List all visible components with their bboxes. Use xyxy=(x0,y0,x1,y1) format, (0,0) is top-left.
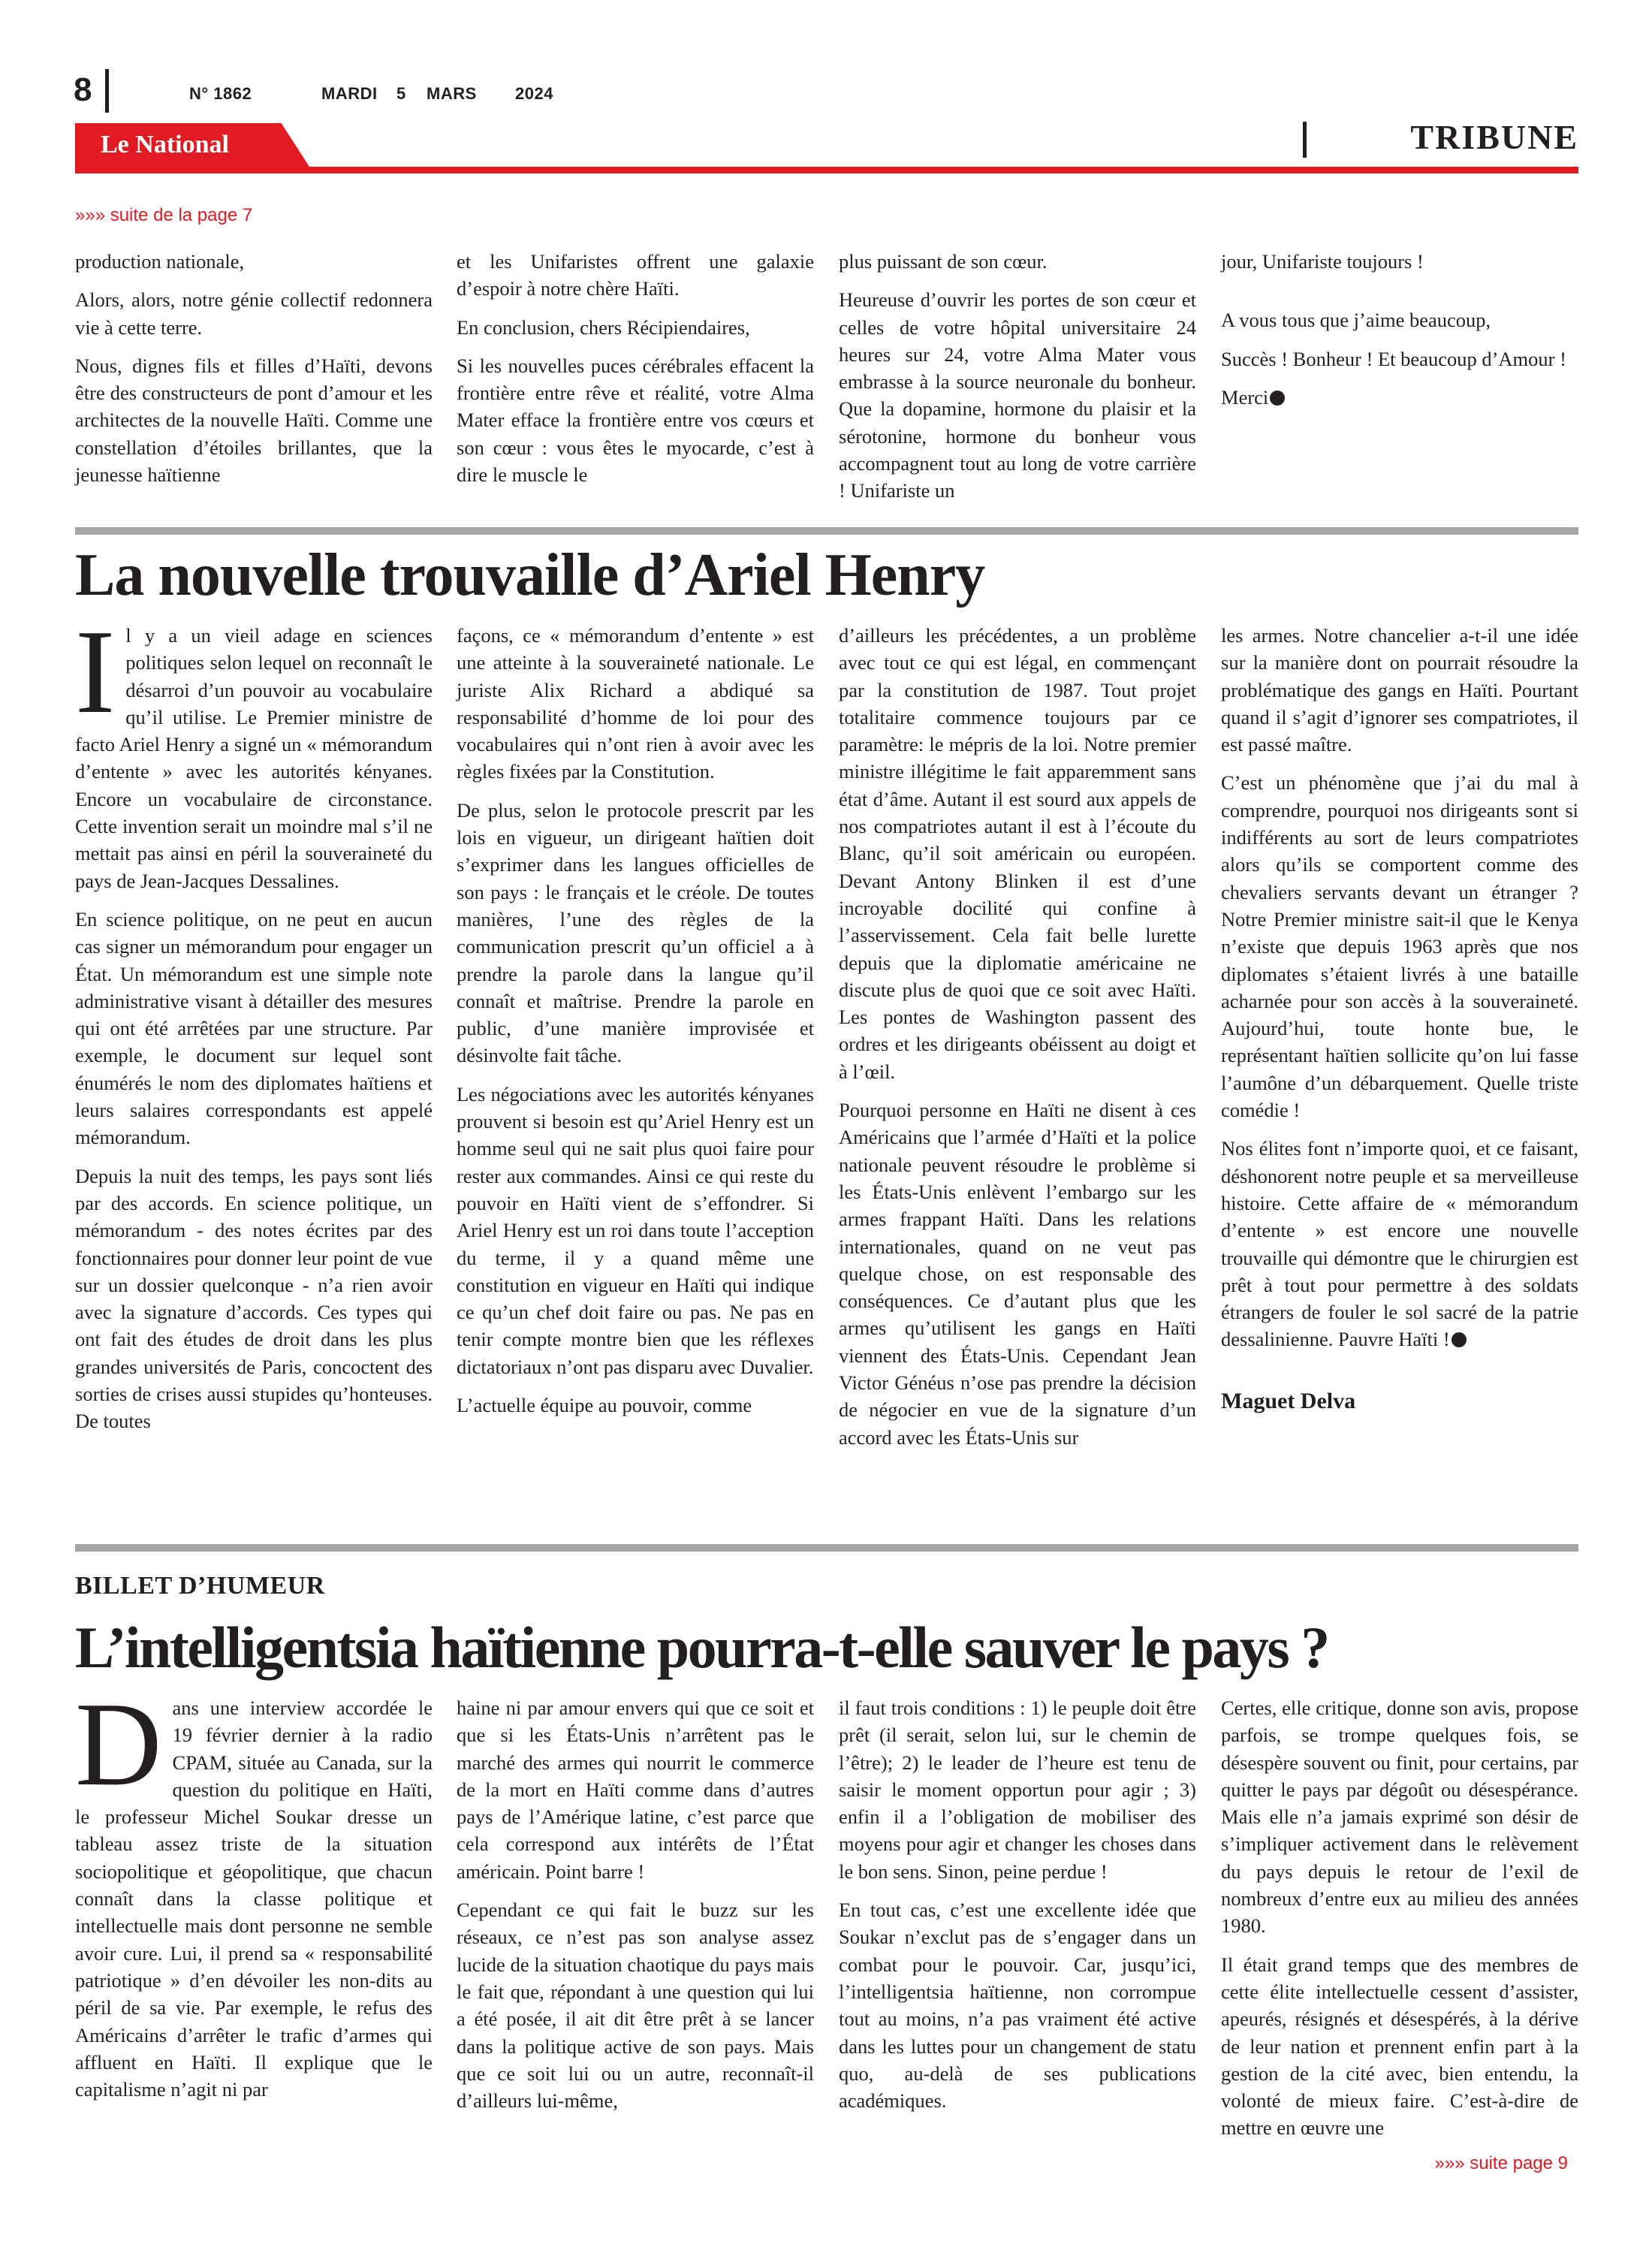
paragraph: Si les nouvelles puces cérébrales effacent la frontière entre rêve et réalité, votre Alma Mater efface la frontière entre vos cœurs et son cœur : vous êtes le myocarde, c’est à dire le muscle le xyxy=(457,354,814,487)
paragraph: Succès ! Bonheur ! Et beaucoup d’Amour ! xyxy=(1221,347,1566,370)
lead-text: ans une interview accordée le 19 février dernier à la radio CPAM, située au Canada, sur la question du politique en Haïti, le professeur Michel Soukar dresse un tableau assez triste de la situation sociopolitique et géopolitique, que chacun connaît dans la classe politique et intellectuelle mais dont personne ne semble avoir cure. Lui, il prend sa « responsabilité patriotique » d’en dévoiler les non-dits au péril de sa vie. Par exemple, le refus des Américains d’arrêter le trafic d’armes qui affluent en Haïti. Il explique que le capitalisme n’agit ni par xyxy=(75,1697,433,2101)
continued-from-label[interactable]: »»» suite de la page 7 xyxy=(75,205,253,225)
paragraph: et les Unifaristes offrent une galaxie d’espoir à notre chère Haïti. xyxy=(457,250,814,300)
paragraph: façons, ce « mémorandum d’entente » est une atteinte à la souveraineté nationale. Le juriste Alix Richard a abdiqué sa responsabilité d’homme de loi pour des vocabulaires qui n’ont rien à avoir avec les règles fixées par la Constitution. xyxy=(457,624,814,783)
page-number-divider xyxy=(105,69,109,113)
paragraph: En tout cas, c’est une excellente idée que Soukar n’exclut pas de s’engager dans un combat pour le pouvoir. Car, jusqu’ici, l’intelligentsia haïtienne, non corrompue tout au moins, n’a pas vraiment été active dans les luttes pour un changement de statu quo, au-delà de ses publications académiques. xyxy=(839,1899,1196,2113)
paragraph xyxy=(1221,1135,1578,1353)
section-separator xyxy=(75,527,1578,535)
paragraph: En science politique, on ne peut en aucun cas signer un mémorandum pour engager un État. Un mémorandum est une simple note administrative visant à détailler des mesures qui ont été arrêtées par une structure. Par exemple, le document sur lequel sont énumérés le nom des diplomates haïtiens et leurs salaires correspondants est appelé mémorandum. xyxy=(75,907,433,1149)
paragraph: Les négociations avec les autorités kényanes prouvent si besoin est qu’Ariel Henry est un homme seul qui ne sait plus quoi faire pour rester aux commandes. Ainsi ce qui reste du pouvoir en Haïti vient de s’effondrer. Si Ariel Henry est un roi dans toute l’acception du terme, il y a quand même une constitution en vigueur en Haïti qui indique ce qu’un chef doit faire ou pas. Ne pas en tenir compte montre bien que les réflexes dictatoriaux n’ont pas disparu avec Duvalier. xyxy=(457,1082,814,1378)
paragraph: C’est un phénomène que j’ai du mal à comprendre, pourquoi nos dirigeants sont si indifférents au sort de leurs compatriotes alors qu’ils se comportent comme des chevaliers servants devant un étranger ? Notre Premier ministre sait-il que le Kenya n’existe que depuis 1963 après que nos diplomates s’étaient livrés à une bataille acharnée pour son accès à la souveraineté. Aujourd’hui, toute honte bue, le représentant haïtien sollicite qu’on lui fasse l’aumône d’un débarquement. Quelle triste comédie ! xyxy=(1221,771,1578,1122)
closing-word: Merci xyxy=(1221,385,1269,409)
end-of-article-icon xyxy=(1452,1332,1467,1347)
paragraph: jour, Unifariste toujours ! xyxy=(1221,250,1424,273)
paragraph: d’ailleurs les précédentes, a un problème avec tout ce qui est légal, en commençant par la constitution de 1987. Tout projet totalitaire commence toujours par ce paramètre: le mépris de la loi. Notre premier ministre illégitime le fait apparemment sans état d’âme. Autant il est sourd aux appels de nos compatriotes autant il est à l’écoute du Blanc, qu’il soit américain ou européen. Devant Antony Blinken il est d’une incroyable docilité qui confine à l’asservissement. Cela fait belle lurette depuis que la diplomatie américaine ne discute plus de quoi que ce soit avec Haïti. Les pontes de Washington passent des ordres et les dirigeants obéissent au doigt et à l’œil. xyxy=(839,624,1196,1083)
paragraph: Il était grand temps que des membres de cette élite intellectuelle cessent d’assister, apeurés, résignés et désespérés, à la dérive de leur nation et prennent enfin part à la gestion de la cité avec, bien entendu, la volonté de mieux faire. C’est-à-dire de mettre en œuvre une xyxy=(1221,1953,1578,2140)
page-number: 8 xyxy=(74,71,92,108)
top-article-column-4 xyxy=(1221,248,1578,422)
paragraph xyxy=(1221,384,1578,411)
article-1-column-1 xyxy=(75,605,433,1446)
article-headline: L’intelligentsia haïtienne pourra-t-elle sauver le pays ? xyxy=(75,1615,1328,1680)
lead-text: l y a un vieil adage en sciences politiques selon lequel on reconnaît le désarroi d’un pouvoir au vocabulaire qu’il utilise. Le Premier ministre de facto Ariel Henry a signé un « mémorandum d’entente » avec les autorités kényanes. Encore un vocabulaire de circonstance. Cette invention serait un moindre mal s’il ne mettait pas ainsi en péril la souveraineté du pays de Jean-Jacques Dessalines. xyxy=(75,624,433,892)
top-article-column-1 xyxy=(75,248,433,499)
article-headline: La nouvelle trouvaille d’Ariel Henry xyxy=(75,542,985,608)
paragraph: Nous, dignes fils et filles d’Haïti, devons être des constructeurs de pont d’amour et les architectes de la nouvelle Haïti. Comme une constellation d’étoiles brillantes, que la jeunesse haïtienne xyxy=(75,354,433,487)
drop-cap: D xyxy=(75,1677,162,1811)
section-title: TRIBUNE xyxy=(1410,118,1578,156)
article-1-column-4 xyxy=(1221,622,1578,1426)
article-2-column-4 xyxy=(1221,1694,1578,2153)
section-separator xyxy=(75,1544,1578,1552)
continued-on-label[interactable]: »»» suite page 9 xyxy=(1434,2153,1568,2173)
date-number: 5 xyxy=(396,84,406,103)
date-day: MARDI xyxy=(321,84,378,103)
top-article-column-2 xyxy=(457,248,814,499)
article-2-column-2 xyxy=(457,1694,814,2125)
paragraph: haine ni par amour envers qui que ce soit et que si les États-Unis n’arrêtent pas le marché des armes qui nourrit le commerce de la mort en Haïti comme dans d’autres pays de l’Amérique latine, c’est parce que cela correspond aux intérêts de l’État américain. Point barre ! xyxy=(457,1697,814,1883)
article-1-column-2 xyxy=(457,622,814,1430)
paragraph: A vous tous que j’aime beaucoup, xyxy=(1221,309,1491,332)
date-month: MARS xyxy=(427,84,477,103)
paragraph: En conclusion, chers Récipiendaires, xyxy=(457,315,750,339)
author-name: Maguet Delva xyxy=(1221,1388,1356,1413)
paragraph: Depuis la nuit des temps, les pays sont liés par des accords. En science politique, un mémorandum - des notes écrites par des fonctionnaires pour donner leur point de vue sur un dossier quelconque - n’a rien avoir avec la signature d’accords. Ces types qui ont fait des études de droit dans les plus grandes universités de Paris, concoctent des sorties de crises aussi stupides qu’honteuses. De toutes xyxy=(75,1164,433,1433)
article-kicker: BILLET D’HUMEUR xyxy=(75,1572,325,1600)
section-divider xyxy=(1303,122,1307,158)
drop-cap: I xyxy=(75,605,116,738)
paragraph: De plus, selon le protocole prescrit par les lois en vigueur, un dirigeant haïtien doit s’exprimer dans les langues officielles de son pays : le français et le créole. De toutes manières, l’une des règles de la communication prescrit qu’un officiel a à prendre la parole dans la langue qu’il connaît et maîtrise. Prendre la parole en public, d’une manière improvisée et désinvolte fait tâche. xyxy=(457,798,814,1067)
paragraph: Pourquoi personne en Haïti ne disent à ces Américains que l’armée d’Haïti et la police nationale peuvent résoudre le problème si les États-Unis enlèvent l’embargo sur les armes frappant Haïti. Dans les relations internationales, quand on ne veut pas quelque chose, on est responsable des conséquences. Ce d’autant plus que les armes qu’utilisent les gangs en Haïti viennent des États-Unis. Cependant Jean Victor Généus n’ose pas prendre la décision de négocier en vue de la signature d’un accord avec les États-Unis sur xyxy=(839,1099,1196,1449)
article-2-column-1 xyxy=(75,1677,433,2114)
paragraph: plus puissant de son cœur. xyxy=(839,250,1048,273)
brand-logo: Le National xyxy=(101,131,229,158)
paragraph-text: Nos élites font n’importe quoi, et ce faisant, déshonorent notre peuple et sa merveilleuse histoire. Cette affaire de « mémorandum d’entente » est encore une nouvelle trouvaille qui démontre que le chirurgien est prêt à tout pour permettre à des soldats étrangers de fouler le sol sacré de la patrie dessalinienne. Pauvre Haïti ! xyxy=(1221,1137,1578,1351)
top-article-column-3 xyxy=(839,248,1196,516)
end-of-article-icon xyxy=(1270,391,1285,406)
byline xyxy=(1221,1388,1578,1415)
article-1-column-3 xyxy=(839,622,1196,1462)
paragraph: Certes, elle critique, donne son avis, propose parfois, se trompe quelques fois, se désespère souvent ou finit, pour certains, par quitter le pays par dégoût ou désespérance. Mais elle n’a jamais exprimé son désir de s’impliquer activement dans le relèvement du pays depuis le retour de l’exil de nombreux d’entre eux au milieu des années 1980. xyxy=(1221,1697,1578,1938)
issue-number: N° 1862 xyxy=(189,84,252,103)
paragraph: Cependant ce qui fait le buzz sur les réseaux, ce n’est pas son analyse assez lucide de la situation chaotique du pays mais le fait que, répondant à une question qui lui a été posée, il ait dit être prêt à se lancer dans la politique active de son pays. Mais que ce soit lui ou un autre, reconnaît-il d’ailleurs lui-même, xyxy=(457,1899,814,2113)
date-year: 2024 xyxy=(515,84,553,103)
article-2-column-3 xyxy=(839,1694,1196,2125)
paragraph: Alors, alors, notre génie collectif redonnera vie à cette terre. xyxy=(75,288,433,339)
header-rule xyxy=(75,167,1578,173)
paragraph: L’actuelle équipe au pouvoir, comme xyxy=(457,1394,752,1417)
paragraph xyxy=(75,1677,433,2103)
paragraph: il faut trois conditions : 1) le peuple doit être prêt (il serait, selon lui, sur le chemin de l’être); 2) le leader de l’heure est tenu de saisir le moment opportun pour agir ; 3) enfin il a l’obligation de mobiliser des moyens pour agir et changer les choses dans le bon sens. Sinon, peine perdue ! xyxy=(839,1697,1196,1883)
paragraph: production nationale, xyxy=(75,250,245,273)
paragraph xyxy=(75,605,433,894)
paragraph: les armes. Notre chancelier a-t-il une idée sur la manière dont on pourrait résoudre la problématique des gangs en Haïti. Pourtant quand il s’agit d’ignorer ses compatriotes, il est passé maître. xyxy=(1221,624,1578,756)
paragraph: Heureuse d’ouvrir les portes de son cœur et celles de votre hôpital universitaire 24 heures sur 24, votre Alma Mater vous embrasse à la source neuronale du bonheur. Que la dopamine, hormone du plaisir et la sérotonine, hormone du bonheur vous accompagnent tout au long de votre carrière ! Unifariste un xyxy=(839,288,1196,502)
